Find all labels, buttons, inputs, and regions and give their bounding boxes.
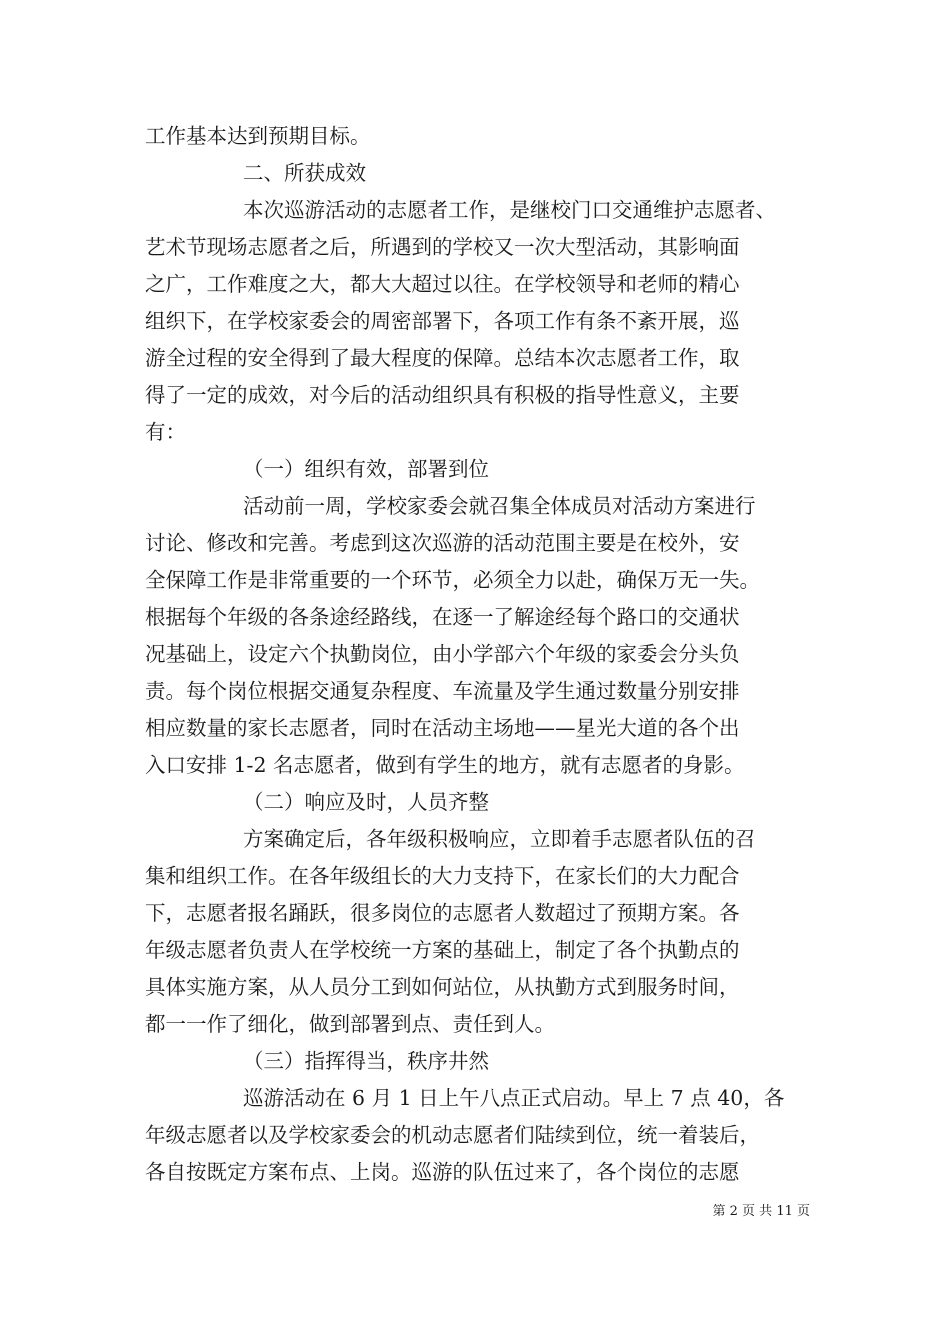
- text-line: 相应数量的家长志愿者，同时在活动主场地——星光大道的各个出: [145, 716, 740, 740]
- text-line: 有：: [145, 420, 186, 444]
- text-line: 工作基本达到预期目标。: [145, 124, 371, 148]
- text-line: 之广，工作难度之大，都大大超过以往。在学校领导和老师的精心: [145, 272, 740, 296]
- text-line: 都一一作了细化，做到部署到点、责任到人。: [145, 1012, 555, 1036]
- text-line: 集和组织工作。在各年级组长的大力支持下，在家长们的大力配合: [145, 864, 740, 888]
- text-line: 方案确定后，各年级积极响应，立即着手志愿者队伍的召: [243, 827, 756, 851]
- page-number: [713, 1203, 810, 1221]
- text-line: 责。每个岗位根据交通复杂程度、车流量及学生通过数量分别安排: [145, 679, 740, 703]
- text-line: 入口安排 1-2 名志愿者，做到有学生的地方，就有志愿者的身影。: [145, 753, 745, 777]
- text-line: 年级志愿者以及学校家委会的机动志愿者们陆续到位，统一着装后，: [145, 1123, 760, 1147]
- text-line: 二、所获成效: [243, 161, 366, 185]
- text-line: 巡游活动在 6 月 1 日上午八点正式启动。早上 7 点 40，各: [243, 1086, 785, 1110]
- text-line: 讨论、修改和完善。考虑到这次巡游的活动范围主要是在校外，安: [145, 531, 740, 555]
- text-line: （二）响应及时，人员齐整: [243, 790, 489, 814]
- text-line: （一）组织有效，部署到位: [243, 457, 489, 481]
- text-line: 年级志愿者负责人在学校统一方案的基础上，制定了各个执勤点的: [145, 938, 740, 962]
- document-body: [145, 118, 810, 1191]
- page-number-label: 第 2 页 共 11 页: [712, 1204, 810, 1219]
- text-line: 活动前一周，学校家委会就召集全体成员对活动方案进行: [243, 494, 756, 518]
- text-line: （三）指挥得当，秩序井然: [243, 1049, 489, 1073]
- text-line: 得了一定的成效，对今后的活动组织具有积极的指导性意义，主要: [145, 383, 740, 407]
- text-line: 艺术节现场志愿者之后，所遇到的学校又一次大型活动，其影响面: [145, 235, 740, 259]
- text-line: 下，志愿者报名踊跃，很多岗位的志愿者人数超过了预期方案。各: [145, 901, 740, 925]
- text-line: 况基础上，设定六个执勤岗位，由小学部六个年级的家委会分头负: [145, 642, 740, 666]
- text-line: 游全过程的安全得到了最大程度的保障。总结本次志愿者工作，取: [145, 346, 740, 370]
- text-line: 全保障工作是非常重要的一个环节，必须全力以赴，确保万无一失。: [145, 568, 760, 592]
- text-line: 本次巡游活动的志愿者工作，是继校门口交通维护志愿者、: [243, 198, 776, 222]
- text-line: 根据每个年级的各条途经路线，在逐一了解途经每个路口的交通状: [145, 605, 740, 629]
- text-line: 组织下，在学校家委会的周密部署下，各项工作有条不紊开展，巡: [145, 309, 740, 333]
- text-line: 具体实施方案，从人员分工到如何站位，从执勤方式到服务时间，: [145, 975, 740, 999]
- text-line: 各自按既定方案布点、上岗。巡游的队伍过来了，各个岗位的志愿: [145, 1160, 740, 1184]
